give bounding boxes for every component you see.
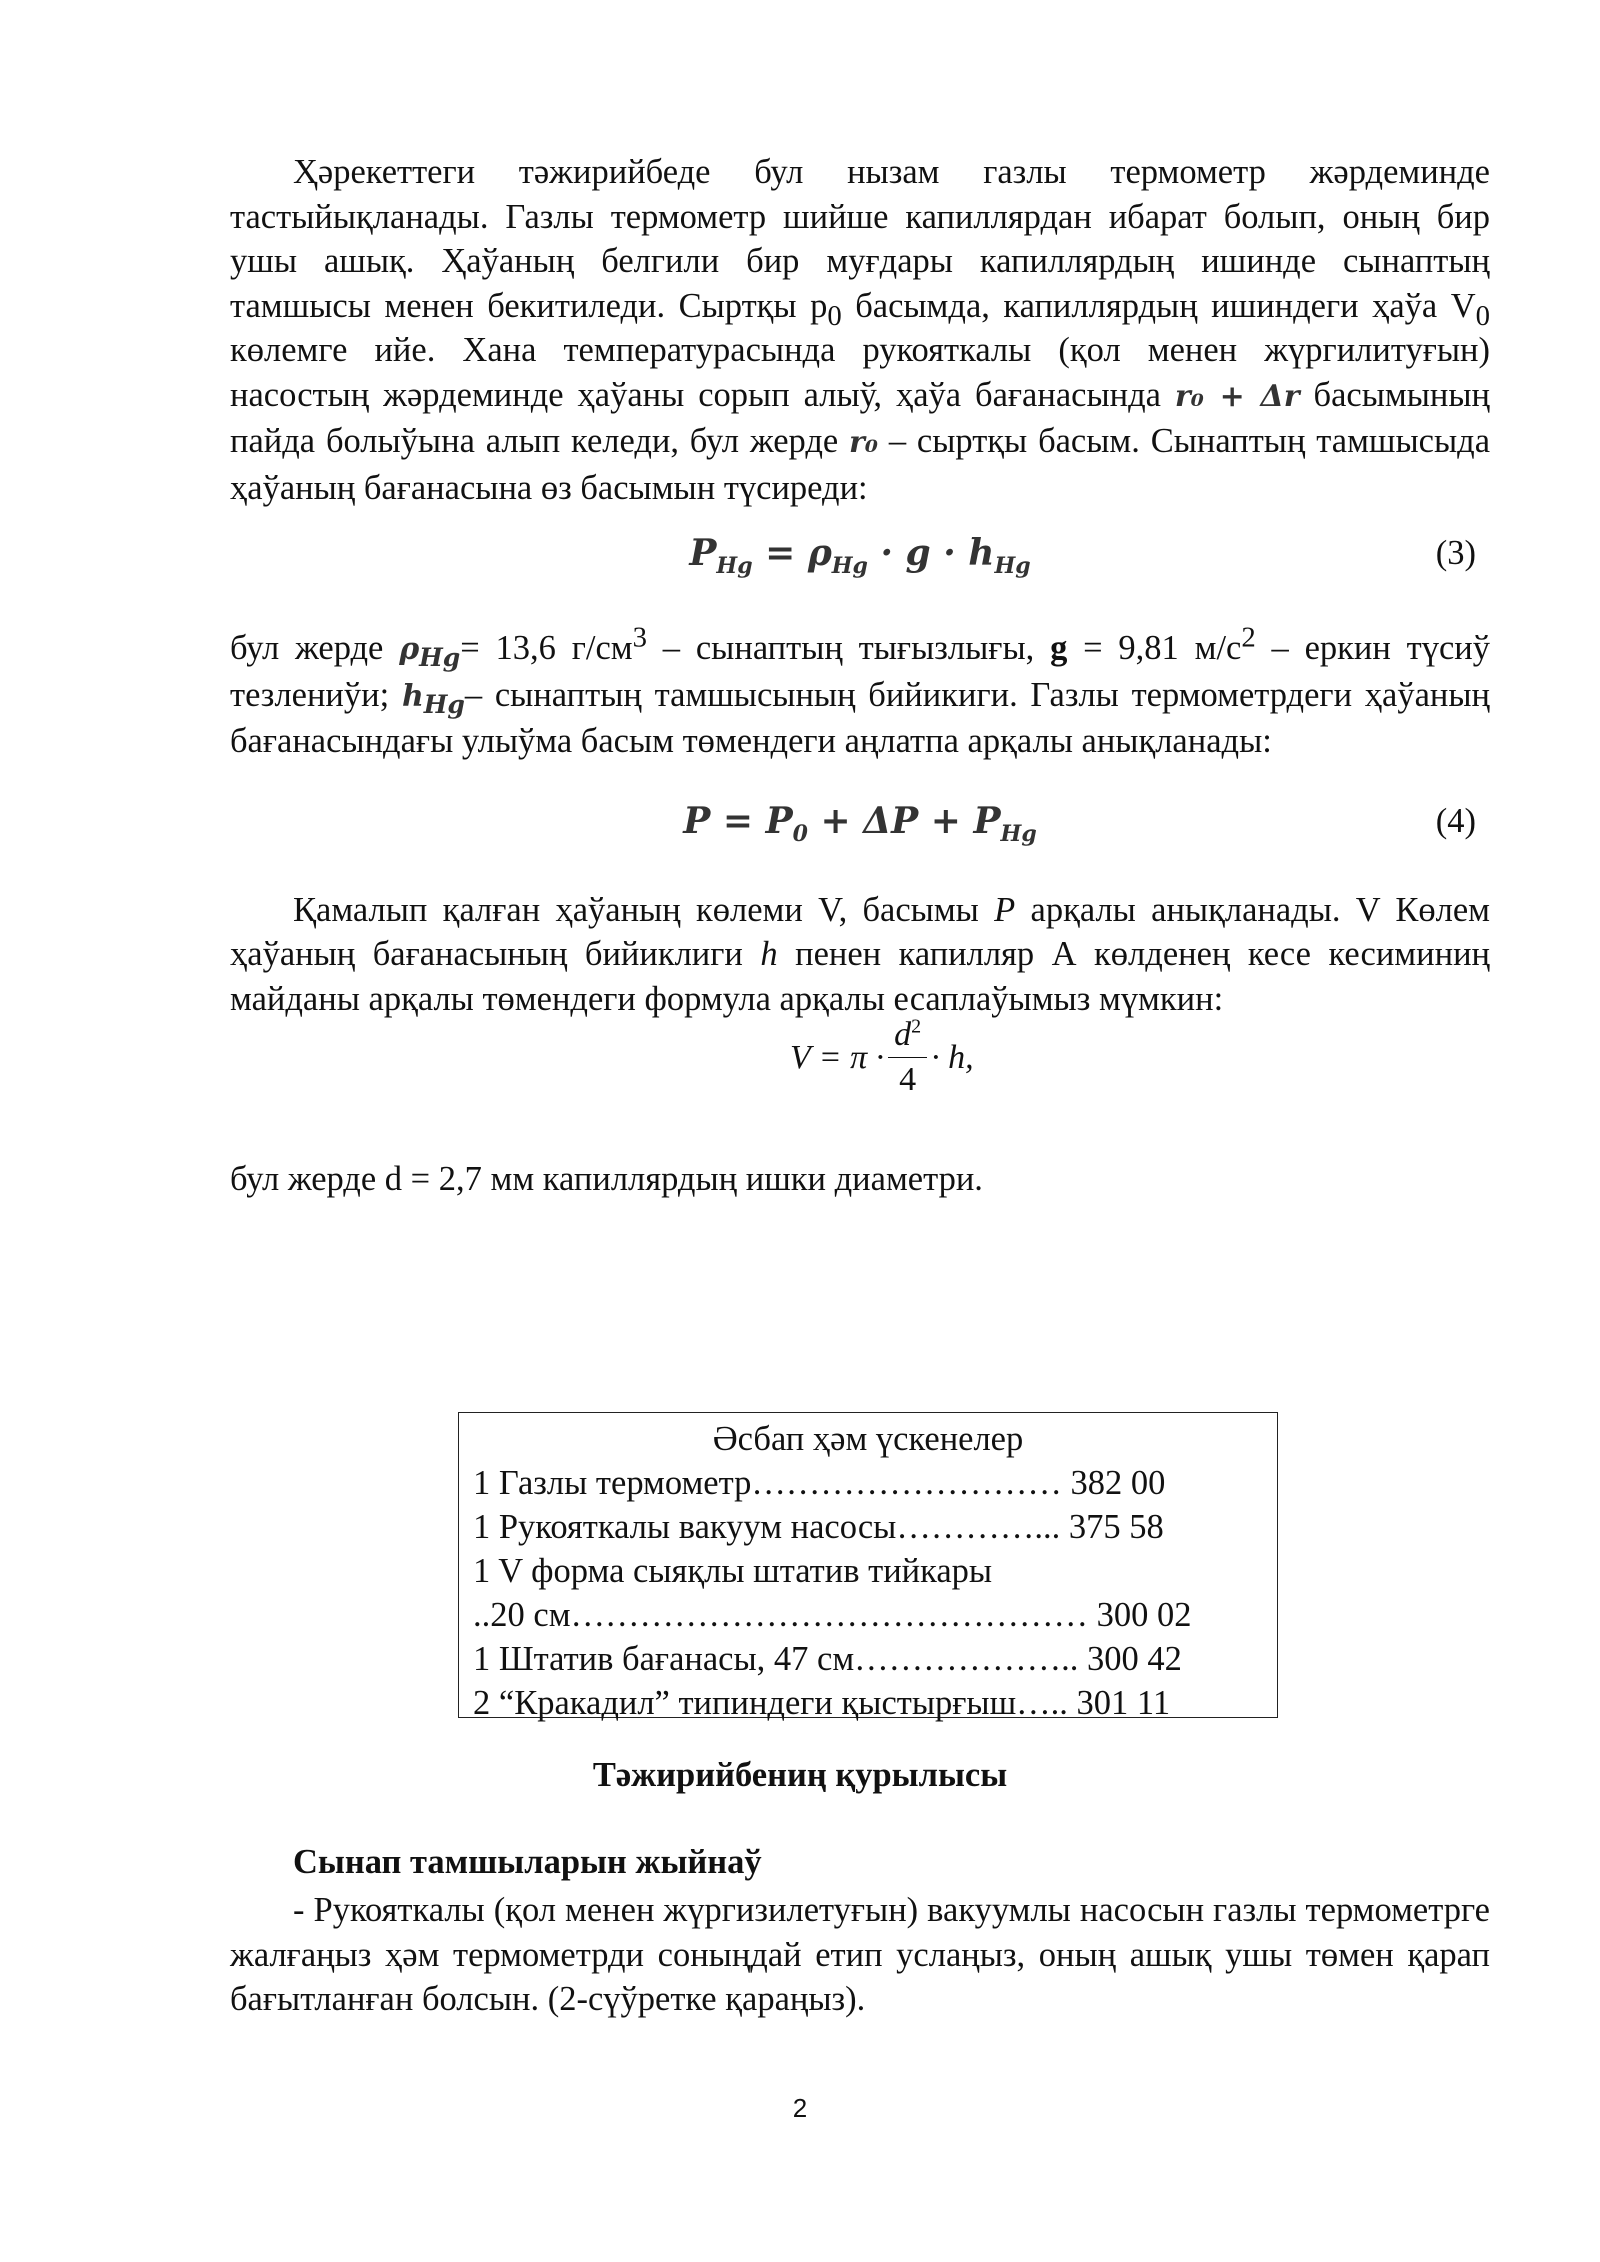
equipment-line: 1 V форма сыяқлы штатив тийкары bbox=[473, 1552, 993, 1590]
equation-4-formula: $P = P_0 + \Delta P + P_{Hg}$ bbox=[683, 799, 1037, 847]
inline-formula: r₀ bbox=[849, 425, 878, 460]
section-heading: Тәжирийбениң қурылысы bbox=[592, 1756, 1008, 1794]
text-run: басымының пайда болыўына алып келеди, бул жерде bbox=[230, 375, 1490, 460]
equipment-line: 2 “Кракадил” типиндеги қыстырғыш….. 301 11 bbox=[473, 1684, 1171, 1722]
equation-number: (4) bbox=[1435, 801, 1476, 840]
text-run: – сыртқы басым. Сынаптың тамшысыда ҳаўаның бағанасына өз басымын түсиреди: bbox=[230, 422, 1491, 507]
rho-symbol: $\rho_{Hg}$ bbox=[399, 632, 461, 672]
subscript: 0 bbox=[1475, 299, 1490, 332]
intro-paragraph bbox=[230, 150, 1490, 510]
equation-3-formula: $P_{Hg} = \rho_{Hg} \cdot g \cdot h_{Hg}$ bbox=[689, 532, 1031, 580]
volume-paragraph: Қамалып қалған ҳаўаның көлеми V, басымы P арқалы анықланады. V Көлем ҳаўаның бағанасының бийиклиги h пенен капилляр А көлденең кесе кесиминиң майданы арқалы төмендеги формула арқалы есаплаўымыз мүмкин: bbox=[230, 890, 1490, 1018]
text-run: басымда, капиллярдың ишиндеги ҳаўа V bbox=[841, 286, 1476, 325]
fraction: $\frac{d^2}{4}$ bbox=[888, 1013, 927, 1102]
instruction-paragraph-wrap bbox=[230, 1888, 1490, 2022]
equipment-line: 1 Газлы термометр……………………… 382 00 bbox=[473, 1464, 1166, 1502]
density-paragraph: бул жерде $\rho_{Hg}= 13,6$ $г/см^3$ – сынаптың тығызлығы, g = 9,81 $м/с^2$ – еркин түсиў тезлениўи; $h_{Hg}-$ сынаптың тамшысының бийикиги. Газлы термометрдеги ҳаўаның бағанасындағы улыўма басым төмендеги аңлатпа арқалы анықланады: bbox=[230, 621, 1491, 760]
equipment-line: 1 Штатив бағанасы, 47 см……………….. 300 42 bbox=[473, 1640, 1182, 1678]
inline-formula: r₀ + Δr bbox=[1174, 378, 1300, 414]
equation-4 bbox=[230, 792, 1490, 882]
subsection-heading: Сынап тамшыларын жыйнаў bbox=[293, 1843, 762, 1881]
text-run: көлемге ийе. Хана температурасында рукояткалы (қол менен жүргилитуғын) насостың жәрдеминде ҳаўаны сорып алыў, ҳаўа бағанасында bbox=[230, 331, 1490, 414]
text-run: Ҳәрекеттеги тәжирийбеде бул нызам газлы термометр жәрдеминде тастыйықланады. Газлы термометр шийше капиллярдан ибарат болып, оның бир ушы ашық. Ҳаўаның белгили бир муғдары капиллярдың ишинде сынаптың тамшысы менен бекитиледи. Сыртқы р bbox=[230, 153, 1490, 325]
equipment-line: ..20 см……………………………………… 300 02 bbox=[473, 1596, 1192, 1634]
equipment-box bbox=[458, 1412, 1278, 1722]
equipment-title: Әсбап ҳәм үскенелер bbox=[712, 1420, 1024, 1458]
equipment-line: 1 Рукояткалы вакуум насосы…………... 375 58 bbox=[473, 1508, 1164, 1546]
subscript: 0 bbox=[827, 299, 842, 332]
h-symbol: $h_{Hg}$ bbox=[401, 678, 465, 719]
diameter-paragraph: бул жерде d = 2,7 мм капиллярдың ишки диаметри. bbox=[230, 1160, 983, 1198]
page-body bbox=[230, 150, 1490, 1202]
instruction-paragraph: - Рукояткалы (қол менен жүргизилетуғын) вакуумлы насосын газлы термометрге жалғаңыз ҳәм термометрди соныңдай етип услаңыз, оның ашық ушы төмен қарап бағытланған болсын. (2-сүўретке қараңыз). bbox=[230, 1891, 1490, 2018]
page-number: 2 bbox=[792, 2093, 808, 2123]
equation-volume bbox=[230, 1013, 1490, 1143]
volume-formula: V = π · $\frac{d^2}{4}$ · h, bbox=[790, 1013, 974, 1102]
equation-3 bbox=[230, 524, 1490, 616]
equation-number: (3) bbox=[1435, 534, 1476, 572]
